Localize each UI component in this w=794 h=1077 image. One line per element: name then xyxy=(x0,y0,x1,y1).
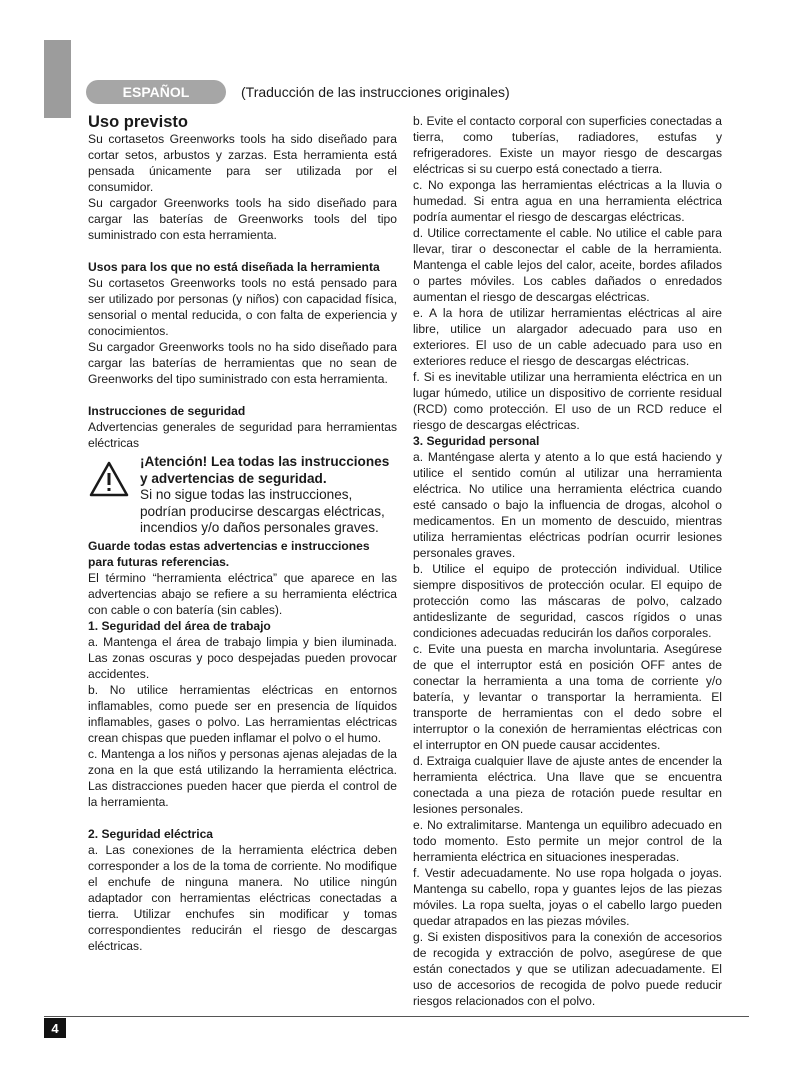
paragraph: f. Si es inevitable utilizar una herramienta eléctrica en un lugar húmedo, utilice un dispositivo de corriente residual (RCD) como protección. El uso de un RCD reduce el riesgo de descargas eléctricas. xyxy=(413,370,722,432)
warning-body: Si no sigue todas las instrucciones, podrían producirse descargas eléctricas, incendios y/o daños personales graves. xyxy=(140,487,385,535)
paragraph: Su cargador Greenworks tools ha sido diseñado para cargar las baterías de Greenworks tools del tipo suministrado con esta herramienta. xyxy=(88,196,397,242)
page-subtitle: (Traducción de las instrucciones originales) xyxy=(241,84,510,100)
paragraph: e. A la hora de utilizar herramientas eléctricas al aire libre, utilice un alargador adecuado para uso en exteriores. El uso de un cable adecuado para uso en exteriores reduce el riesgo de descargas eléctricas. xyxy=(413,306,722,368)
paragraph: c. No exponga las herramientas eléctricas a la lluvia o humedad. Si entra agua en una herramienta eléctrica podría aumentar el riesgo de descargas eléctricas. xyxy=(413,178,722,224)
page-number: 4 xyxy=(44,1018,66,1038)
paragraph: Su cortasetos Greenworks tools ha sido diseñado para cortar setos, arbustos y zarzas. Esta herramienta está pensada únicamente para ser utilizada por el consumidor. xyxy=(88,132,397,194)
paragraph: Su cortasetos Greenworks tools no está pensado para ser utilizado por personas (y niños) con capacidad física, sensorial o mental reducida, o con falta de experiencia y conocimientos. xyxy=(88,276,397,338)
no-uso-heading: Usos para los que no está diseñada la herramienta xyxy=(88,260,380,274)
paragraph: e. No extralimitarse. Mantenga un equilibro adecuado en todo momento. Esto permite un mejor control de la herramienta eléctrica en situaciones inesperadas. xyxy=(413,818,722,864)
warning-triangle-icon xyxy=(88,460,130,498)
uso-previsto-heading: Uso previsto xyxy=(88,113,188,131)
paragraph: c. Mantenga a los niños y personas ajenas alejadas de la zona en la que está utilizando la herramienta eléctrica. Las distracciones pueden hacer que pierda el control de la herramienta. xyxy=(88,746,397,809)
paragraph: d. Utilice correctamente el cable. No utilice el cable para llevar, tirar o desconectar el cable de la herramienta. Mantenga el cable lejos del calor, aceite, bordes afilados o partes móviles. Los cables dañados o enredados aumentan el riesgo de descargas eléctricas. xyxy=(413,226,722,304)
guarde-instructions: Guarde todas estas advertencias e instrucciones para futuras referencias. xyxy=(88,538,370,569)
language-label: ESPAÑOL xyxy=(86,80,226,104)
paragraph: b. Utilice el equipo de protección individual. Utilice siempre dispositivos de protección ocular. El equipo de protección como las máscaras de polvo, calzado antideslizante de seguridad, cascos rígidos o unas condiciones adecuadas reducirán los daños corporales. xyxy=(413,562,722,640)
right-column xyxy=(413,113,722,1009)
paragraph: a. Manténgase alerta y atento a lo que está haciendo y utilice el sentido común al utilizar una herramienta eléctrica. No utilice una herramienta eléctrica cuando esté cansado o bajo la influencia de drogas, alcohol o medicamentos. En un momento de descuido, mientras utiliza herramientas eléctricas podrían ocurrir lesiones personales graves. xyxy=(413,450,722,560)
paragraph: a. Las conexiones de la herramienta eléctrica deben corresponder a los de la toma de corriente. No modifique el enchufe de ninguna manera. No utilice ningún adaptador con herramientas eléctricas conectadas a tierra. Utilizar enchufes sin modificar y tomas correspondientes reducirán el riesgo de descargas eléctricas. xyxy=(88,842,397,953)
paragraph: Su cargador Greenworks tools no ha sido diseñado para cargar las baterías de herramientas que no sean de Greenworks del tipo suministrado con esta herramienta. xyxy=(88,340,397,386)
left-column xyxy=(88,113,397,954)
paragraph: d. Extraiga cualquier llave de ajuste antes de encender la herramienta eléctrica. Una llave que se encuentra conectada a una pieza de rotación puede resultar en lesiones personales. xyxy=(413,754,722,816)
side-tab-marker xyxy=(44,40,71,118)
paragraph: b. Evite el contacto corporal con superficies conectadas a tierra, como tuberías, radiadores, estufas y refrigeradores. Existe un mayor riesgo de descargas eléctricas si su cuerpo está conectado a tierra. xyxy=(413,114,722,176)
warning-box xyxy=(88,454,397,537)
paragraph: g. Si existen dispositivos para la conexión de accesorios de recogida y extracción de polvo, asegúrese de que están conectados y que se utilizan adecuadamente. El uso de accesorios de recogida de polvo puede reducir riesgos relacionados con el polvo. xyxy=(413,930,722,1008)
section-3-heading: 3. Seguridad personal xyxy=(413,434,540,448)
section-1-heading: 1. Seguridad del área de trabajo xyxy=(88,618,271,633)
paragraph: b. No utilice herramientas eléctricas en entornos inflamables, como puede ser en presencia de líquidos inflamables, gases o polvo. Las herramientas eléctricas crean chispas que pueden inflamar el polvo o el humo. xyxy=(88,682,397,745)
warning-title: ¡Atención! Lea todas las instrucciones y advertencias de seguridad. xyxy=(140,454,390,486)
section-2-heading: 2. Seguridad eléctrica xyxy=(88,826,214,841)
seguridad-heading: Instrucciones de seguridad xyxy=(88,404,246,418)
paragraph: f. Vestir adecuadamente. No use ropa holgada o joyas. Mantenga su cabello, ropa y guantes lejos de las piezas móviles. La ropa suelta, joyas o el cabello largo pueden quedar atrapados en las piezas móviles. xyxy=(413,866,722,928)
paragraph: a. Mantenga el área de trabajo limpia y bien iluminada. Las zonas oscuras y poco despejadas pueden provocar accidentes. xyxy=(88,634,397,681)
footer-rule xyxy=(44,1016,749,1017)
paragraph: c. Evite una puesta en marcha involuntaria. Asegúrese de que el interruptor está en posición OFF antes de conectar la herramienta a una toma de corriente y/o batería, y levantar o transportar la herramienta. El transporte de herramientas con el dedo sobre el interruptor o la conexión de herramientas eléctricas con el interruptor en ON puede causar accidentes. xyxy=(413,642,722,752)
paragraph: Advertencias generales de seguridad para herramientas eléctricas xyxy=(88,420,397,450)
paragraph: El término “herramienta eléctrica” que aparece en las advertencias abajo se refiere a su herramienta eléctrica con cable o con batería (sin cables). xyxy=(88,570,397,617)
